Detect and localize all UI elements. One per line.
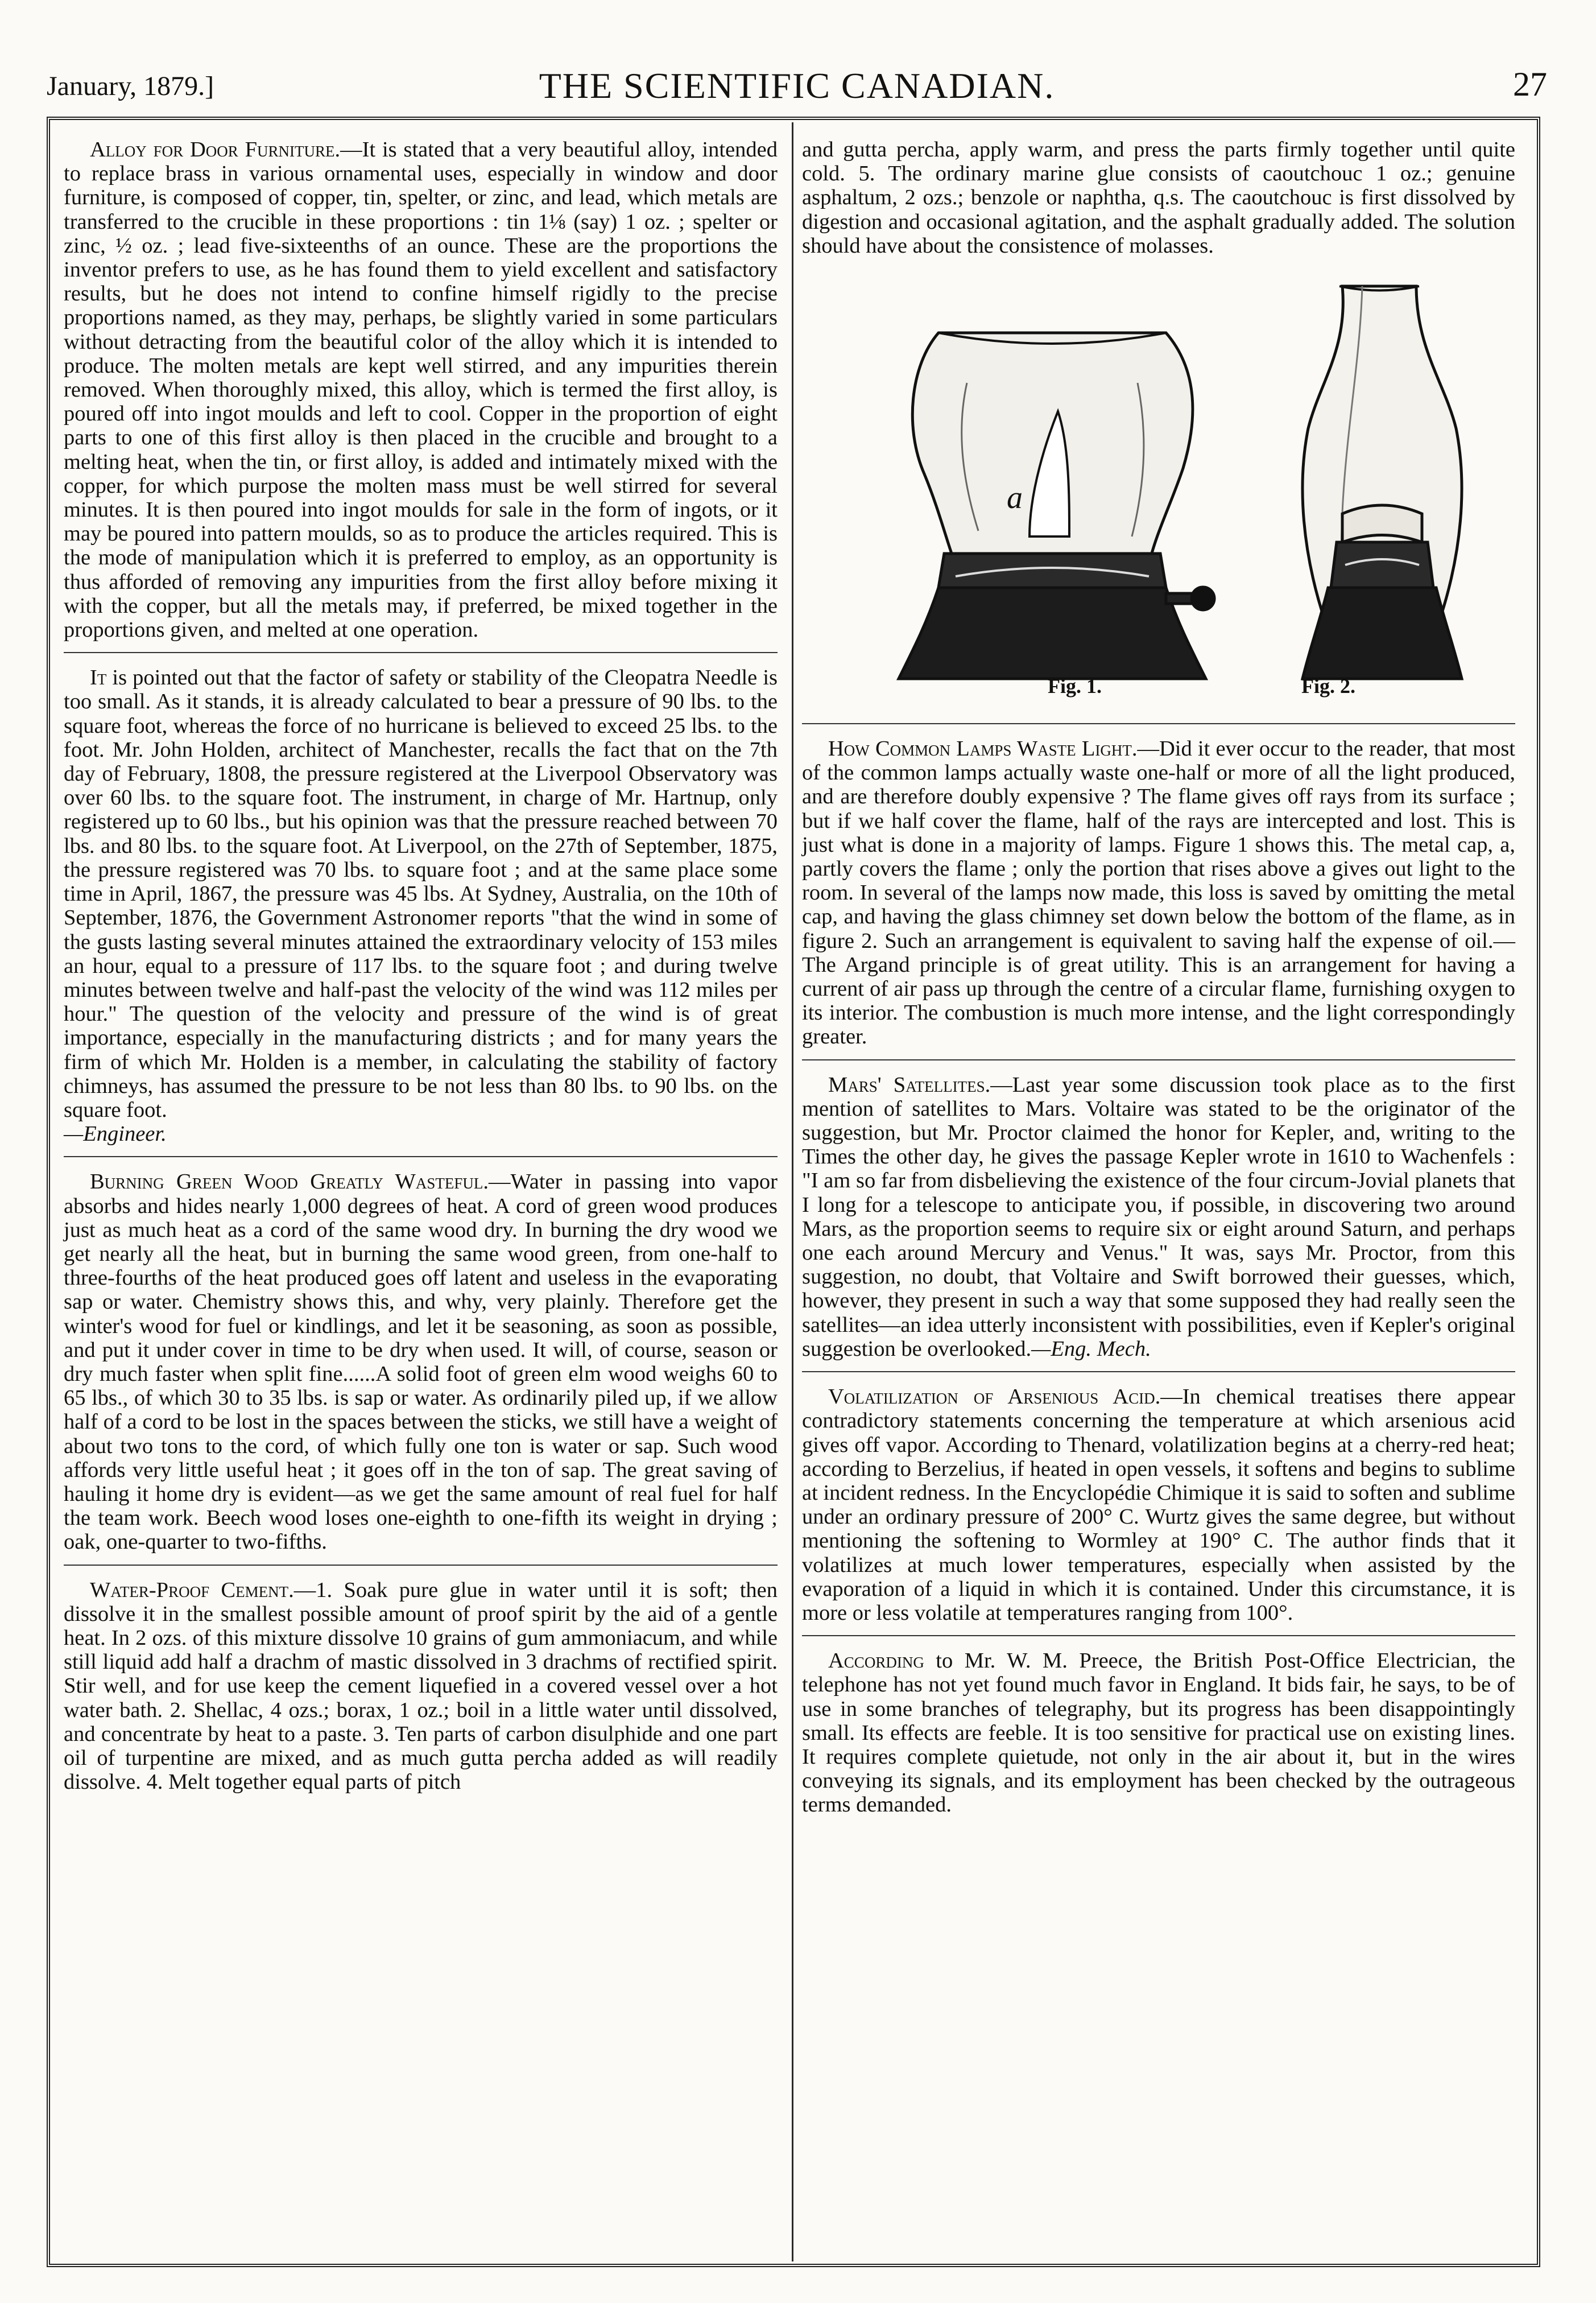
- green-wood-heading: Burning Green Wood Greatly Wasteful.: [90, 1170, 489, 1194]
- telephone-text: to Mr. W. M. Preece, the British Post-Office Electrician, the telephone has not yet found much favor in England. It bids fair, he says, to be of use in some branches of telegraphy, but its progress has been disappointingly small. Its effects are feeble. It is too sensitive for practical use on existing lines. It requires complete quietude, not only in the air about it, but in the wires conveying its signals, and its employment has been checked by the outrageous terms demanded.: [802, 1649, 1515, 1817]
- fig2-caption: Fig. 2.: [1301, 675, 1355, 698]
- fig1-lamp-drawing: [899, 333, 1214, 679]
- article-cleopatra: [64, 666, 778, 1146]
- alloy-heading: Alloy for Door Furniture.: [90, 138, 341, 162]
- left-column: [64, 138, 778, 1794]
- telephone-heading: According: [828, 1649, 924, 1673]
- article-telephone: [802, 1649, 1515, 1817]
- article-alloy: [64, 138, 778, 642]
- article-separator: [64, 1565, 778, 1566]
- arsenious-text: —In chemical treatises there appear contradictory statements concerning the temperature at which arsenious acid gives off vapor. According to Thenard, volatilization begins at a cherry-red heat; according to Berzelius, if heated in open vessels, it softens and begins to sublime at incident redness. In the Encyclopédie Chimique it is said to soften and sublime under an ordinary pressure of 200° C. Wurtz gives the same degree, but without mentioning the softening to Wormley at 190° C. The author finds that it volatilizes at much lower temperatures, especially when assisted by the evaporation of a liquid in which it is contained. Under this circumstance, it is more or less volatile at temperatures ranging from 100°.: [802, 1385, 1515, 1625]
- article-separator: [802, 723, 1515, 724]
- issue-date: January, 1879.]: [47, 71, 214, 101]
- article-separator: [802, 1371, 1515, 1372]
- lamp-figures: [802, 269, 1515, 713]
- cement-continued: and gutta percha, apply warm, and press the parts firmly together until quite cold. 5. The ordinary marine glue consists of caoutchouc 1 oz.; genuine asphaltum, 2 ozs.; benzole or naphtha, q.s. The caoutchouc is first dissolved by digestion and occasional agitation, and the asphalt gradually added. The solution should have about the consistence of molasses.: [802, 138, 1515, 258]
- article-lamps: [802, 737, 1515, 1049]
- article-cement: [64, 1578, 778, 1794]
- fig1-letter-a: a: [1007, 480, 1023, 516]
- lamps-heading: How Common Lamps Waste Light.: [828, 737, 1138, 761]
- article-arsenious: [802, 1385, 1515, 1625]
- journal-title: THE SCIENTIFIC CANADIAN.: [539, 65, 1055, 106]
- fig2-lamp-drawing: [1303, 286, 1462, 679]
- column-rule: [792, 122, 793, 2261]
- article-separator: [802, 1635, 1515, 1636]
- fig1-caption: Fig. 1.: [1048, 675, 1102, 698]
- mars-heading: Mars' Satellites.: [828, 1072, 991, 1097]
- mars-text: —Last year some discussion took place as to the first mention of satellites to Mars. Voltaire was stated to be the originator of the suggestion, but Mr. Proctor claimed the honor for Kepler, and, writing to the Times the other day, he gives the passage Kepler wrote in 1610 to Wachenfels : "I am so far from disbelieving the existence of the four circum-Jovial planets that I long for a telescope to anticipate you, if possible, in discovering two around Mars, as the proportion seems to require six or eight around Saturn, and perhaps one each around Mercury and Venus." It was, says Mr. Proctor, from this suggestion, no doubt, that Voltaire and Swift borrowed their guesses, which, however, they present in such a way that some supposed they had really seen the satellites—an idea utterly inconsistent with possibilities, even if Kepler's original suggestion be overlooked.: [802, 1072, 1515, 1361]
- lamp-illustration: [802, 269, 1515, 713]
- article-green-wood: [64, 1170, 778, 1554]
- article-separator: [64, 652, 778, 653]
- arsenious-heading: Volatilization of Arsenious Acid.: [828, 1385, 1161, 1409]
- lamps-text: —Did it ever occur to the reader, that most of the common lamps actually waste one-half or more of all the light produced, and are therefore doubly expensive ? The flame gives off rays from its surface ; but if we half cover the flame, half of the rays are intercepted and lost. This is just what is done in a majority of lamps. Figure 1 shows this. The metal cap, a, partly covers the flame ; only the portion that rises above a gives out light to the room. In several of the lamps now made, this loss is saved by omitting the metal cap, and having the glass chimney set down below the bottom of the flame, as in figure 2. Such an arrangement is equivalent to saving half the expense of oil.—The Argand principle is of great utility. This is an arrangement for having a current of air pass up through the centre of a circular flame, furnishing oxygen to its interior. The combustion is much more intense, and the light correspondingly greater.: [802, 737, 1516, 1049]
- article-separator: [64, 1156, 778, 1157]
- right-column: [802, 138, 1515, 1817]
- cleopatra-text: is pointed out that the factor of safety or stability of the Cleopatra Needle is too small. As it stands, it is already calculated to bear a pressure of 90 lbs. to the square foot, whereas the force of no hurricane is believed to exceed 25 lbs. to the foot. Mr. John Holden, architect of Manchester, recalls the fact that on the 7th day of February, 1808, the pressure registered at the Liverpool Observatory was over 60 lbs. to the square foot. The instrument, in charge of Mr. Hartnup, only registered up to 60 lbs., but his opinion was that the pressure reached between 70 lbs. and 80 lbs. to the square foot. At Liverpool, on the 27th of September, 1875, the pressure registered was 70 lbs. to square foot ; and at the same place some time in April, 1867, the pressure was 45 lbs. At Sydney, Australia, on the 10th of September, 1876, the Government Astronomer reports "that the wind in some of the gusts lasting several minutes attained the extraordinary velocity of 153 miles an hour, equal to a pressure of 117 lbs. to the square foot ; and during twelve minutes between twelve and half-past the velocity of the wind was 112 miles per hour." The question of the velocity and pressure of the wind is of great importance, especially in the manufacturing districts ; and for many years the firm of which Mr. Holden is a member, in calculating the stability of factory chimneys, has assumed the pressure to be not less than 80 lbs. to 90 lbs. on the square foot.: [64, 666, 778, 1122]
- cleopatra-source: —Engineer.: [64, 1122, 167, 1146]
- green-wood-text: —Water in passing into vapor absorbs and hides nearly 1,000 degrees of heat. A cord of green wood produces just as much heat as a cord of the same wood dry. In burning the dry wood we get nearly all the heat, but in burning the same wood green, from one-half to three-fourths of the heat produced goes off latent and useless in the evaporating sap or water. Chemistry shows this, and why, very plainly. Therefore get the winter's wood for fuel or kindlings, and let it be seasoning, as soon as possible, and put it under cover in time to be dry when used. It will, of course, season or dry much faster when split fine......A solid foot of green elm wood weighs 60 to 65 lbs., of which 30 to 35 lbs. is sap or water. As ordinarily piled up, if we allow half of a cord to be lost in the spaces between the sticks, we still have a weight of about two tons to the cord, of which fully one ton is water or sap. Such wood affords very little useful heat ; it goes off in the ton of sap. The great saving of hauling it home dry is evident—as we get the same amount of real fuel for half the team work. Beech wood loses one-eighth to one-fifth its weight in drying ; oak, one-quarter to two-fifths.: [64, 1170, 778, 1554]
- page-number: 27: [1513, 65, 1547, 103]
- running-header: [47, 63, 1547, 108]
- alloy-text: —It is stated that a very beautiful alloy, intended to replace brass in various ornamental uses, especially in window and door furniture, is composed of copper, tin, spelter, or zinc, and lead, which metals are transferred to the crucible in these proportions : tin 1⅛ (say) 1 oz. ; spelter or zinc, ½ oz. ; lead five-sixteenths of an ounce. These are the proportions the inventor prefers to use, as he has found them to yield excellent and satisfactory results, but he does not intend to confine himself rigidly to the precise proportions named, as they may, perhaps, be slightly varied in some particulars without detracting from the beautiful color of the alloy which it is intended to produce. The molten metals are kept well stirred, and any impurities therein removed. When thoroughly mixed, this alloy, which is termed the first alloy, is poured off into ingot moulds and left to cool. Copper in the proportion of eight parts to one of this first alloy is then placed in the crucible and brought to a melting heat, when the tin, or first alloy, is added and intimately mixed with the copper, for which purpose the molten mass must be well stirred for several minutes. It is then poured into ingot moulds for sale in the form of ingots, or it may be poured into pattern moulds, so as to produce the articles required. This is the mode of manipulation which it is preferred to employ, as an opportunity is thus afforded of removing any impurities from the first alloy before mixing it with the copper, but all the metals may, if preferred, be mixed together in the proportions given, and melted at one operation.: [64, 138, 778, 642]
- mars-source: —Eng. Mech.: [1031, 1336, 1151, 1361]
- cleopatra-heading: It: [90, 666, 107, 690]
- article-mars: [802, 1073, 1515, 1361]
- cement-text: —1. Soak pure glue in water until it is soft; then dissolve it in the smallest possible amount of proof spirit by the aid of a gentle heat. In 2 ozs. of this mixture dissolve 10 grains of gum ammoniacum, and while still liquid add half a drachm of mastic dissolved in 3 drachms of rectified spirit. Stir well, and for use keep the cement liquefied in a covered vessel over a hot water bath. 2. Shellac, 4 ozs.; borax, 1 oz.; boil in a little water until dissolved, and concentrate by heat to a paste. 3. Ten parts of carbon disulphide and one part oil of turpentine are mixed, and as much gutta percha added as will readily dissolve. 4. Melt together equal parts of pitch: [64, 1578, 778, 1794]
- cement-heading: Water-Proof Cement.: [90, 1578, 294, 1602]
- article-separator: [802, 1059, 1515, 1060]
